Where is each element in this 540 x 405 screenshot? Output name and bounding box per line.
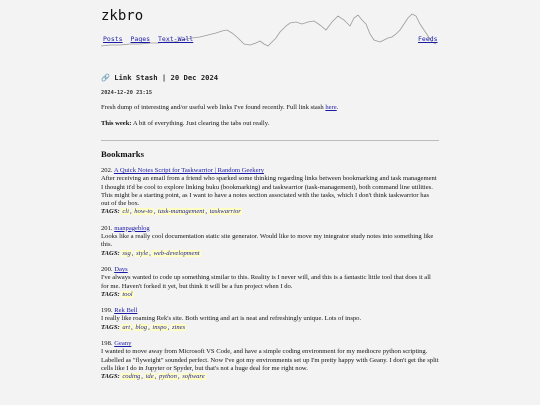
tag[interactable]: cli <box>122 208 129 216</box>
bookmark-item <box>101 167 439 217</box>
bookmark-number: 201. <box>101 224 115 232</box>
bookmark-item <box>101 225 439 258</box>
this-week-label: This week: <box>101 120 132 128</box>
tags-label: TAGS: <box>101 208 120 216</box>
tags-label: TAGS: <box>101 290 120 298</box>
bookmark-item <box>101 340 439 381</box>
bookmark-item <box>101 266 439 299</box>
bookmarks-heading: Bookmarks <box>101 149 144 159</box>
bookmark-title-line <box>101 340 439 348</box>
bookmark-tags: TAGS: art, blog, inspo, zines <box>101 323 186 331</box>
tags-label: TAGS: <box>101 249 120 257</box>
bookmark-item <box>101 307 439 332</box>
bookmark-title-line <box>101 307 439 315</box>
tag[interactable]: ide <box>145 373 154 381</box>
site-title[interactable]: zkbro <box>101 8 144 24</box>
bookmark-tags: TAGS: ssg, style, web-development <box>101 249 200 257</box>
bookmark-number: 200. <box>101 265 115 273</box>
link-stash-link[interactable]: here <box>325 104 337 111</box>
bookmark-number: 202. <box>101 167 114 174</box>
bookmarks-list <box>101 167 439 390</box>
bookmark-number: 198. <box>101 340 115 348</box>
nav-feeds-link[interactable]: Feeds <box>418 35 438 43</box>
bookmark-link[interactable]: Geany <box>114 340 132 348</box>
bookmark-description: I've always wanted to code up something similar to this. Reality is I never will, and this is a fantastic little tool that does it all for me. Haven't forked it yet, but think it will be a fun project when I do. <box>101 274 431 290</box>
bookmark-tags <box>101 291 439 299</box>
nav-posts-link[interactable]: Posts <box>103 35 123 43</box>
tag[interactable]: coding <box>122 373 141 381</box>
bookmark-title-line <box>101 225 439 233</box>
post-intro <box>101 104 431 129</box>
nav-text-wall-link[interactable]: Text-Wall <box>158 35 194 43</box>
bookmark-link[interactable]: Rek Bell <box>114 307 138 315</box>
bookmark-link[interactable]: manpageblog <box>114 224 150 232</box>
tag[interactable]: task-management <box>157 208 205 216</box>
this-week-paragraph <box>101 120 431 128</box>
bookmark-number: 199. <box>101 307 115 315</box>
intro-end: . <box>336 104 339 111</box>
tag[interactable]: art <box>122 323 131 331</box>
tag[interactable]: python <box>158 373 177 381</box>
this-week-text: A bit of everything. Just clearing the tabs out really. <box>131 120 270 128</box>
mountain-range-decoration <box>100 0 440 62</box>
post-title: 🔗 Link Stash | 20 Dec 2024 <box>101 73 219 82</box>
tag[interactable]: ssg <box>122 249 131 257</box>
bookmark-description: Looks like a really cool documentation static site generator. Would like to move my integrator study notes into something like this. <box>101 233 434 249</box>
tag[interactable]: taskwarrior <box>209 208 241 216</box>
tag[interactable]: style <box>136 249 149 257</box>
divider <box>101 140 439 141</box>
bookmark-description: After receiving an email from a friend who sparked some thinking regarding links between bookmarking and task management I thought it'd be cool to explore linking buku (bookmarking) and taskwarrior (task-management), both command line utilities. This might be a starting point, as I want to have a notes section associated with the tasks, which I don't think taskwarrior has out of the box. <box>101 175 437 208</box>
tags-label: TAGS: <box>101 323 120 331</box>
tag[interactable]: zines <box>171 323 186 331</box>
bookmark-tags: TAGS: cli, how-to, task-management, taskwarrior <box>101 208 241 216</box>
intro-text: Fresh dump of interesting and/or useful web links I've found recently. Full link stash <box>101 104 326 111</box>
nav-pages-link[interactable]: Pages <box>130 35 151 43</box>
bookmark-description: I wanted to move away from Microsoft VS Code, and have a simple coding environment for my mediocre python scripting. Labelled as "flyweight" sounded perfect. Now I've got my environments set up I'm pretty happy with Geany. I don't get the split cells like I do in Jupyter or Spyder, but that's not a huge deal for me right now. <box>101 348 439 372</box>
tag[interactable]: web-development <box>153 249 200 257</box>
tag[interactable]: inspo <box>152 323 167 331</box>
bookmark-link[interactable]: A Quick Notes Script for Taskwarrior | Random Geekery <box>113 167 264 174</box>
bookmark-description: I really like roaming Rek's site. Both writing and art is neat and refreshingly unique. Lots of inspo. <box>101 315 362 323</box>
bookmark-tags: TAGS: coding, ide, python, software <box>101 373 205 381</box>
main-nav <box>103 35 197 43</box>
tag[interactable]: blog <box>135 323 148 331</box>
tags-label: TAGS: <box>101 373 120 381</box>
bookmark-link[interactable]: Days <box>114 265 128 273</box>
tag[interactable]: tool <box>122 290 133 298</box>
bookmark-title-line <box>101 167 439 175</box>
post-date: 2024-12-20 23:15 <box>101 90 153 96</box>
tag[interactable]: software <box>182 373 205 381</box>
bookmark-title-line <box>101 266 439 274</box>
tag[interactable]: how-to <box>134 208 153 216</box>
intro-paragraph <box>101 104 431 112</box>
